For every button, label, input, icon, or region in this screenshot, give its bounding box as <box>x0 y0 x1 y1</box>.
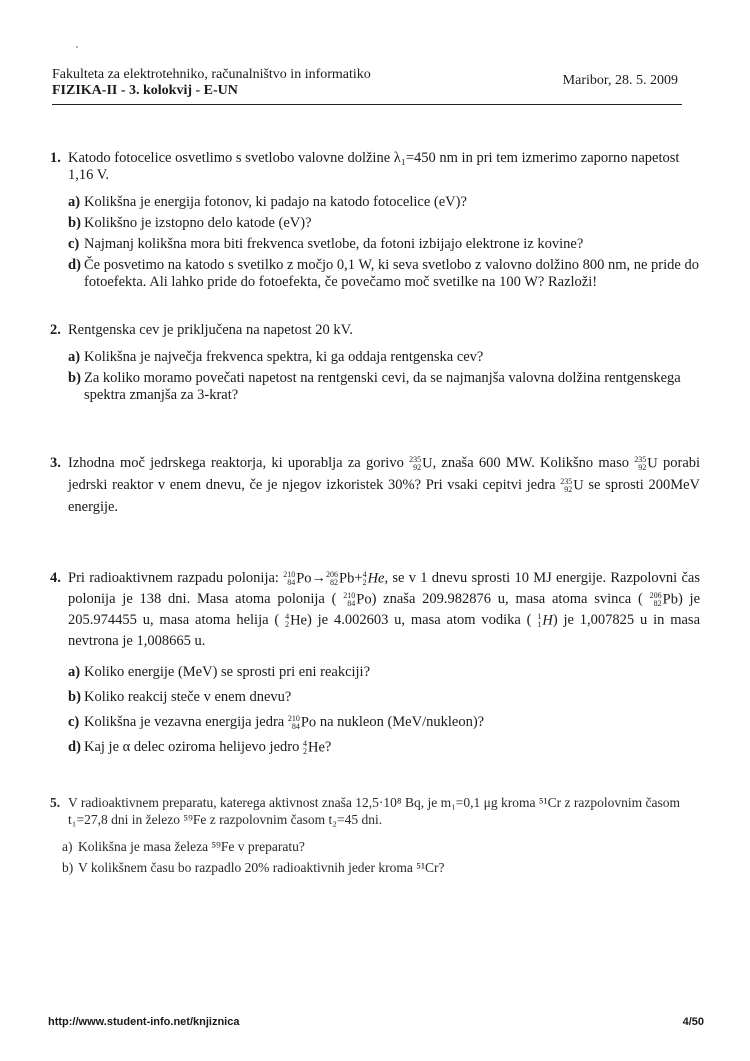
subquestion-d: d) Kaj je α delec oziroma helijevo jedro 4 2 He? <box>68 738 332 756</box>
subquestion-b: b) Za koliko moramo povečati napetost na rentgenski cevi, da se najmanjša valovna dolžina rentgenskega spektra zmanjša za 3-krat? <box>68 370 681 403</box>
question-text: Pri radioaktivnem razpadu polonija: 210 84 Po→ 206 82 Pb+ 4 2 He, se v 1 dnevu sprosti 10 MJ energije. Razpolovni čas polonija je 138 dni. Masa atoma polonija ( 210 84 Po) znaša 209.982876 u, masa atoma svinca ( 206 82 Pb) je 205.974455 u, masa atoma helija ( 4 2 He) je 4.002603 u, masa atom vodika ( 1 1 H) je 1,007825 u in masa nevtrona je 1,008665 u. <box>68 569 701 649</box>
faculty-name: Fakulteta za elektrotehniko, računalništvo in informatiko <box>52 67 371 82</box>
subquestion-c: c) Najmanj kolikšna mora biti frekvenca svetlobe, da fotoni izbijajo elektrone iz kovine? <box>68 236 584 252</box>
question-number: 5. <box>50 795 61 810</box>
helium-nuclide: 4 2 He <box>302 738 325 756</box>
subquestion-b: b) V kolikšnem času bo razpadlo 20% radioaktivnih jeder kroma ⁵¹Cr? <box>62 860 445 875</box>
polonium-nuclide: 210 84 Po <box>343 590 372 608</box>
question-text: Izhodna moč jedrskega reaktorja, ki uporablja za gorivo 235 92 U, znaša 600 MW. Kolikšno maso 235 92 U porabi jedrski reaktor v enem dnevu, če je njegov izkoristek 30%? Pri vsaki cepitvi jedra 235 92 U se sprosti 200MeV energije. <box>68 454 701 515</box>
question-text: Katodo fotocelice osvetlimo s svetlobo valovne dolžine λ₁=450 nm in pri tem izmerimo zaporno napetost 1,16 V. <box>68 150 680 183</box>
subquestion-a: a) Kolikšna je masa železa ⁵⁹Fe v preparatu? <box>62 839 305 854</box>
polonium-nuclide: 210 84 Po <box>283 569 312 587</box>
question-1 <box>50 150 700 291</box>
subquestion-c: c) Kolikšna je vezavna energija jedra 210 84 Po na nukleon (MeV/nukleon)? <box>68 713 485 731</box>
subquestion-d: d) Če posvetimo na katodo s svetilko z močjo 0,1 W, ki seva svetlobo z valovno dolžino 800 nm, ne pride do fotoefekta. Ali lahko pride do fotoefekta, če povečamo moč svetilke na 100 W? Razloži! <box>68 257 699 290</box>
subquestion-b: b) Kolikšno je izstopno delo katode (eV)? <box>68 215 312 231</box>
subquestion-a: a) Kolikšna je največja frekvenca spektra, ki ga oddaja rentgenska cev? <box>68 349 484 365</box>
question-4 <box>50 568 700 758</box>
question-text: Rentgenska cev je priključena na napetost 20 kV. <box>68 322 353 338</box>
question-5 <box>50 794 700 876</box>
lead-nuclide: 206 82 Pb <box>649 590 678 608</box>
question-3 <box>50 452 700 518</box>
header-divider <box>52 104 682 105</box>
question-number: 4. <box>50 570 61 586</box>
question-number: 2. <box>50 322 61 338</box>
helium-nuclide: 4 2 He <box>362 569 385 587</box>
subquestion-a: a) Koliko energije (MeV) se sprosti pri eni reakciji? <box>68 664 371 680</box>
question-text: V radioaktivnem preparatu, katerega aktivnost znaša 12,5·10⁸ Bq, je m₁=0,1 μg kroma ⁵¹Cr z razpolovnim časom t₁=27,8 dni in železo ⁵⁹Fe z razpolovnim časom t₂=45 dni. <box>68 795 680 827</box>
uranium-nuclide: 235 92 U <box>409 454 433 472</box>
place-date: Maribor, 28. 5. 2009 <box>562 73 678 88</box>
uranium-nuclide: 235 92 U <box>634 454 658 472</box>
subquestion-b: b) Koliko reakcij steče v enem dnevu? <box>68 689 292 705</box>
helium-nuclide: 4 2 He <box>285 611 307 629</box>
question-number: 1. <box>50 150 61 166</box>
lead-nuclide: 206 82 Pb <box>326 569 355 587</box>
scan-speck <box>76 46 78 48</box>
question-2 <box>50 322 700 404</box>
subquestion-a: a) Kolikšna je energija fotonov, ki padajo na katodo fotocelice (eV)? <box>68 194 467 210</box>
polonium-nuclide: 210 84 Po <box>287 713 317 731</box>
footer-url: http://www.student-info.net/knjiznica <box>48 1016 240 1028</box>
uranium-nuclide: 235 92 U <box>560 476 584 494</box>
question-number: 3. <box>50 455 61 471</box>
page-number: 4/50 <box>682 1016 704 1028</box>
hydrogen-nuclide: 1 1 H <box>537 611 553 629</box>
course-title: FIZIKA-II - 3. kolokvij - E-UN <box>52 83 238 98</box>
